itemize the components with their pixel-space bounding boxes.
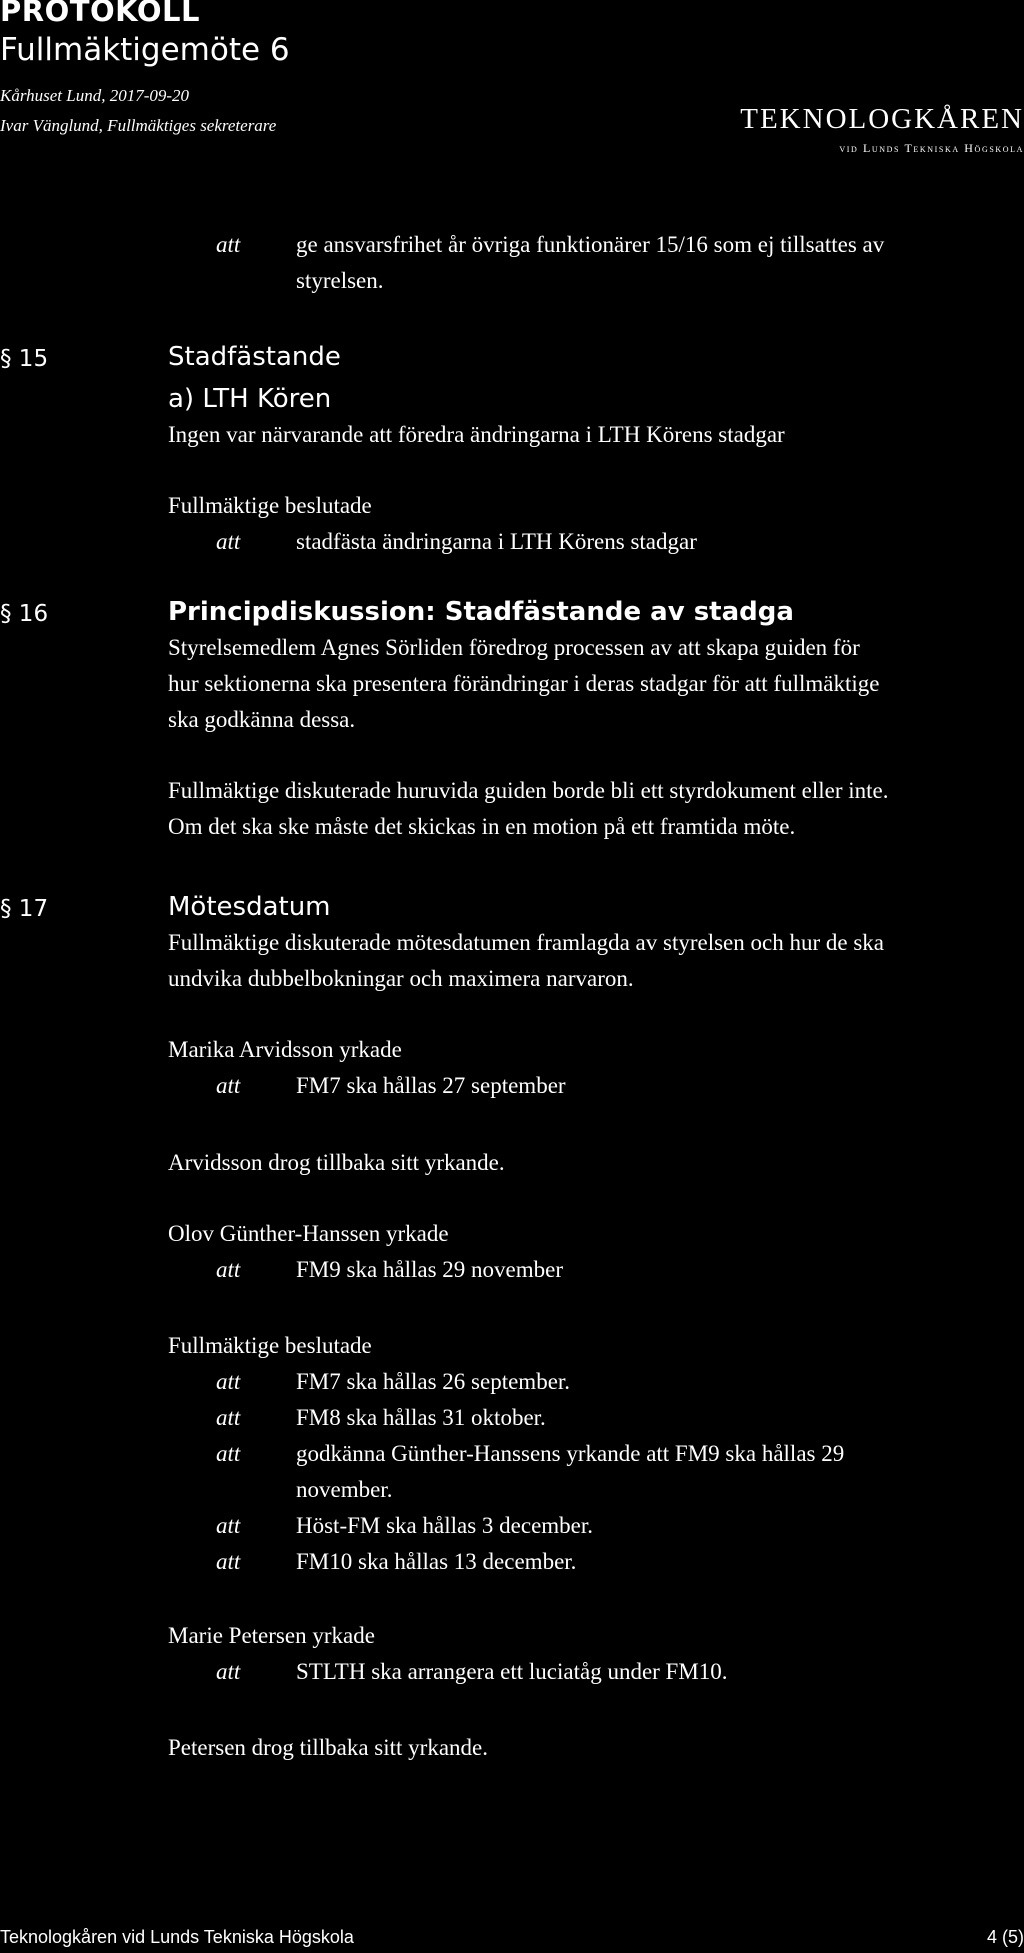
document-title: PROTOKOLL (0, 0, 200, 28)
motion-1-intro: Marika Arvidsson yrkade (168, 1037, 402, 1062)
section-17-number: § 17 (0, 896, 49, 922)
motion-2-intro: Olov Günther-Hanssen yrkade (168, 1221, 449, 1246)
motion-2-att: att (216, 1257, 241, 1282)
section-17-title: Mötesdatum (168, 892, 331, 922)
motion-3-text: STLTH ska arrangera ett luciatåg under FM10. (296, 1659, 728, 1684)
motion-1-withdraw: Arvidsson drog tillbaka sitt yrkande. (168, 1150, 505, 1175)
org-name: TEKNOLOGKÅREN (740, 103, 1024, 135)
decision-3-text-cont: november. (296, 1477, 393, 1502)
decision-4-text: Höst-FM ska hållas 3 december. (296, 1513, 594, 1538)
decision-1-text: FM7 ska hållas 26 september. (296, 1369, 571, 1394)
section-16-title: Principdiskussion: Stadfästande av stadga (168, 597, 794, 627)
intro-text-line1: ge ansvarsfrihet år övriga funktionärer 15/16 som ej tillsattes av (296, 232, 885, 257)
section-15-number: § 15 (0, 346, 49, 372)
decision-5-text: FM10 ska hållas 13 december. (296, 1549, 577, 1574)
motion-1-att: att (216, 1073, 241, 1098)
section-15-title: Stadfästande (168, 342, 341, 372)
section-15-decision-intro: Fullmäktige beslutade (168, 493, 372, 518)
motion-2-text: FM9 ska hållas 29 november (296, 1257, 564, 1282)
section-17-p1-line2: undvika dubbelbokningar och maximera narvaron. (168, 966, 634, 991)
decision-3-att: att (216, 1441, 241, 1466)
decision-2-text: FM8 ska hållas 31 oktober. (296, 1405, 546, 1430)
decision-2-att: att (216, 1405, 241, 1430)
section-16-p1-line1: Styrelsemedlem Agnes Sörliden föredrog processen av att skapa guiden för (168, 635, 860, 660)
org-subtitle: vid Lunds Tekniska Högskola (839, 141, 1024, 155)
document-subtitle: Fullmäktigemöte 6 (0, 32, 290, 68)
section-16-p1-line3: ska godkänna dessa. (168, 707, 356, 732)
section-16-p2-line1: Fullmäktige diskuterade huruvida guiden borde bli ett styrdokument eller inte. (168, 778, 889, 803)
secretary: Ivar Vänglund, Fullmäktiges sekreterare (0, 116, 277, 135)
decision-3-text: godkänna Günther-Hanssens yrkande att FM9 ska hållas 29 (296, 1441, 845, 1466)
page-number: 4 (5) (986, 1927, 1024, 1947)
section-15-subtitle: a) LTH Kören (168, 384, 332, 414)
motion-3-withdraw: Petersen drog tillbaka sitt yrkande. (168, 1735, 489, 1760)
section-15-text: Ingen var närvarande att föredra ändringarna i LTH Körens stadgar (168, 422, 785, 447)
motion-3-intro: Marie Petersen yrkade (168, 1623, 375, 1648)
decision-4-att: att (216, 1513, 241, 1538)
section-16-number: § 16 (0, 601, 49, 627)
place-date: Kårhuset Lund, 2017-09-20 (0, 86, 190, 105)
section-17-p1-line1: Fullmäktige diskuterade mötesdatumen framlagda av styrelsen och hur de ska (168, 930, 884, 955)
section-17-decision-intro: Fullmäktige beslutade (168, 1333, 372, 1358)
intro-text-line2: styrelsen. (296, 268, 384, 293)
intro-att: att (216, 232, 241, 257)
motion-1-text: FM7 ska hållas 27 september (296, 1073, 566, 1098)
motion-3-att: att (216, 1659, 241, 1684)
section-15-att: att (216, 529, 241, 554)
decision-1-att: att (216, 1369, 241, 1394)
section-15-decision: stadfästa ändringarna i LTH Körens stadgar (296, 529, 697, 554)
section-16-p2-line2: Om det ska ske måste det skickas in en motion på ett framtida möte. (168, 814, 796, 839)
section-16-p1-line2: hur sektionerna ska presentera förändringar i deras stadgar för att fullmäktige (168, 671, 880, 696)
decision-5-att: att (216, 1549, 241, 1574)
footer-org: Teknologkåren vid Lunds Tekniska Högskola (0, 1927, 354, 1947)
